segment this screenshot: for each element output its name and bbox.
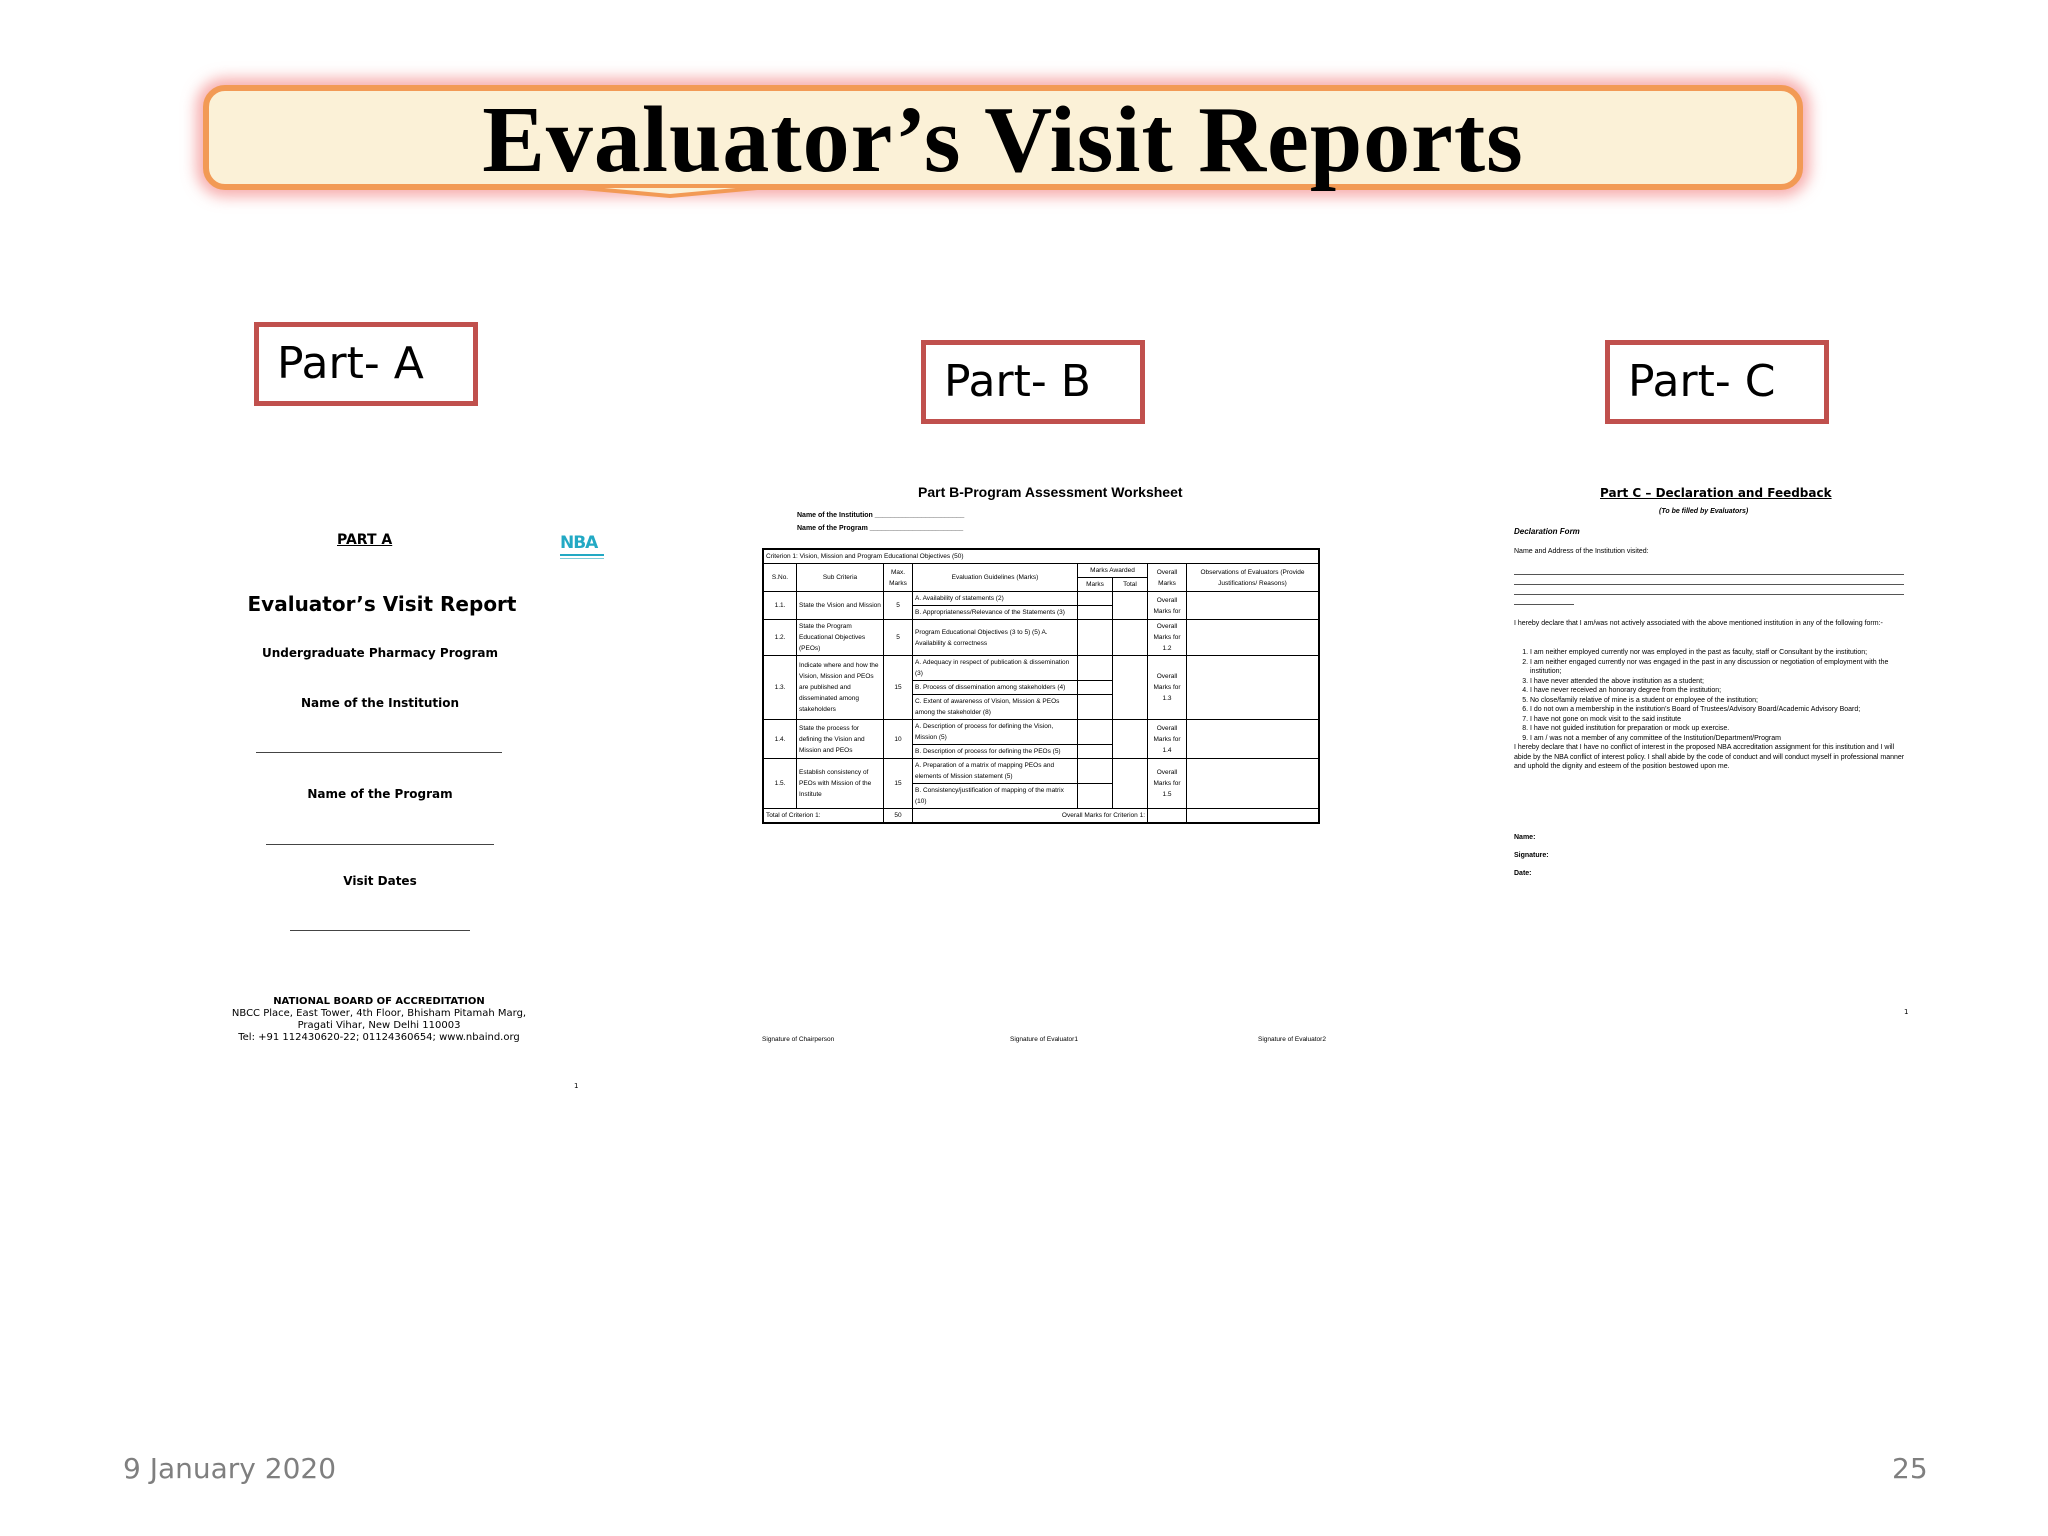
signature-evaluator1: Signature of Evaluator1: [1010, 1036, 1078, 1043]
row-guide: A. Availability of statements (2): [913, 592, 1078, 606]
row-max: 15: [884, 759, 913, 809]
part-a-program-label: Name of the Program: [307, 787, 453, 801]
row-max: 5: [884, 620, 913, 656]
part-b-institution-label: Name of the Institution _______________________: [797, 512, 965, 519]
part-a-footer: [214, 996, 544, 1044]
row-sub: Indicate where and how the Vision, Mission and PEOs are published and disseminated among stakeholders: [797, 656, 884, 720]
row-marks: [1078, 745, 1113, 759]
criterion-header: Criterion 1: Vision, Mission and Program Educational Objectives (50): [763, 549, 1319, 564]
table-row: [763, 620, 1319, 656]
part-c-subtitle: (To be filled by Evaluators): [1659, 508, 1749, 515]
part-c-title: Part C – Declaration and Feedback: [1600, 486, 1832, 500]
part-b-table: [762, 548, 1320, 824]
signature-evaluator2: Signature of Evaluator2: [1258, 1036, 1326, 1043]
col-total: Total: [1113, 578, 1148, 592]
row-guide: B. Process of dissemination among stakeholders (4): [913, 681, 1078, 695]
row-overall: Overall Marks for: [1148, 592, 1187, 620]
row-marks: [1078, 606, 1113, 620]
list-item: 9. I am / was not a member of any committee of the Institution/Department/Program: [1530, 734, 1906, 744]
row-total: [1113, 592, 1148, 620]
part-a-address1: NBCC Place, East Tower, 4th Floor, Bhisham Pitamah Marg,: [231, 1008, 527, 1019]
declaration-form-label: Declaration Form: [1514, 527, 1580, 536]
row-sno: 1.2.: [763, 620, 797, 656]
row-marks: [1078, 592, 1113, 606]
row-max: 5: [884, 592, 913, 620]
date-label: Date:: [1514, 870, 1532, 877]
part-c-page-number: 1: [1904, 1008, 1909, 1016]
list-item: 7. I have not gone on mock visit to the said institute: [1530, 715, 1906, 725]
list-item: 4. I have never received an honorary degree from the institution;: [1530, 686, 1906, 696]
part-b-label: Part- B: [921, 340, 1145, 424]
declaration-intro: I hereby declare that I am/was not actively associated with the above mentioned institution in any of the following form:-: [1514, 620, 1883, 627]
conflict-declaration: I hereby declare that I have no conflict of interest in the proposed NBA accreditation assignment for this institution and I will abide by the NBA conflict of interest policy. I shall abide by the code of conduct and will conduct myself in professional manner and uphold the dignity and esteem of the position bestowed upon me.: [1514, 744, 1905, 770]
row-sub: State the process for defining the Vision and Mission and PEOs: [797, 720, 884, 759]
footer-date: 9 January 2020: [123, 1452, 337, 1485]
row-sub: State the Program Educational Objectives (PEOs): [797, 620, 884, 656]
table-row: [763, 656, 1319, 681]
col-marks: Marks: [1078, 578, 1113, 592]
nba-logo-text: NBA: [560, 533, 598, 553]
part-a-program-type: Undergraduate Pharmacy Program: [262, 646, 498, 660]
signature-label: Signature:: [1514, 852, 1549, 859]
row-marks: [1078, 784, 1113, 809]
row-max: 10: [884, 720, 913, 759]
row-marks: [1078, 759, 1113, 784]
row-guide: A. Preparation of a matrix of mapping PEOs and elements of Mission statement (5): [913, 759, 1078, 784]
list-item: 1. I am neither employed currently nor was employed in the past as faculty, staff or Consultant by the institution;: [1530, 648, 1906, 658]
row-overall: Overall Marks for 1.2: [1148, 620, 1187, 656]
row-marks: [1078, 620, 1113, 656]
col-marks-awarded: Marks Awarded: [1078, 564, 1148, 578]
address-line-1: [1514, 574, 1904, 575]
row-observations: [1187, 656, 1320, 720]
row-marks: [1078, 681, 1113, 695]
address-label: Name and Address of the Institution visited:: [1514, 548, 1649, 555]
col-observations: Observations of Evaluators (Provide Justifications/ Reasons): [1187, 564, 1320, 592]
row-observations: [1187, 759, 1320, 809]
total-overall-value: [1148, 809, 1187, 824]
row-marks: [1078, 695, 1113, 720]
total-observations: [1187, 809, 1320, 824]
row-total: [1113, 656, 1148, 720]
nba-logo: [560, 534, 606, 562]
slide-title: Evaluator’s Visit Reports: [482, 88, 1524, 192]
row-observations: [1187, 620, 1320, 656]
address-line-3: [1514, 594, 1904, 595]
slide-number: 25: [1892, 1452, 1928, 1485]
col-sub-criteria: Sub Criteria: [797, 564, 884, 592]
row-guide: Program Educational Objectives (3 to 5) (5) A. Availability & correctness: [913, 620, 1078, 656]
part-a-page-number: 1: [574, 1082, 579, 1090]
list-item: 8. I have not guided institution for preparation or mock up exercise.: [1530, 724, 1906, 734]
table-row: [763, 720, 1319, 745]
part-a-report-title: Evaluator’s Visit Report: [247, 592, 517, 616]
row-total: [1113, 620, 1148, 656]
row-sno: 1.3.: [763, 656, 797, 720]
table-row: [763, 592, 1319, 606]
row-sno: 1.5.: [763, 759, 797, 809]
row-max: 15: [884, 656, 913, 720]
col-guidelines: Evaluation Guidelines (Marks): [913, 564, 1078, 592]
part-b-title: Part B-Program Assessment Worksheet: [918, 484, 1183, 500]
part-c-label: Part- C: [1605, 340, 1829, 424]
row-overall: Overall Marks for 1.3: [1148, 656, 1187, 720]
row-sub: Establish consistency of PEOs with Mission of the Institute: [797, 759, 884, 809]
col-overall: Overall Marks: [1148, 564, 1187, 592]
row-sno: 1.1.: [763, 592, 797, 620]
row-total: [1113, 720, 1148, 759]
total-overall-label: Overall Marks for Criterion 1:: [913, 809, 1148, 824]
list-item: 3. I have never attended the above institution as a student;: [1530, 677, 1906, 687]
table-total-row: [763, 809, 1319, 824]
row-guide: B. Appropriateness/Relevance of the Statements (3): [913, 606, 1078, 620]
row-total: [1113, 759, 1148, 809]
row-guide: B. Description of process for defining the PEOs (5): [913, 745, 1078, 759]
row-marks: [1078, 720, 1113, 745]
row-guide: B. Consistency/justification of mapping of the matrix (10): [913, 784, 1078, 809]
row-guide: A. Adequacy in respect of publication & dissemination (3): [913, 656, 1078, 681]
part-a-heading: PART A: [337, 532, 393, 548]
list-item: 6. I do not own a membership in the institution’s Board of Trustees/Advisory Board/Academic Advisory Board;: [1530, 705, 1906, 715]
row-overall: Overall Marks for 1.4: [1148, 720, 1187, 759]
declaration-list: [1514, 648, 1906, 772]
part-a-address2: Pragati Vihar, New Delhi 110003: [297, 1020, 461, 1031]
col-max-marks: Max. Marks: [884, 564, 913, 592]
row-marks: [1078, 656, 1113, 681]
row-guide: C. Extent of awareness of Vision, Mission & PEOs among the stakeholder (8): [913, 695, 1078, 720]
address-line-4: [1514, 604, 1574, 605]
total-label: Total of Criterion 1:: [763, 809, 884, 824]
part-a-institution-line: [256, 752, 502, 753]
name-label: Name:: [1514, 834, 1536, 841]
row-observations: [1187, 720, 1320, 759]
row-overall: Overall Marks for 1.5: [1148, 759, 1187, 809]
row-sno: 1.4.: [763, 720, 797, 759]
row-guide: A. Description of process for defining the Vision, Mission (5): [913, 720, 1078, 745]
part-a-program-line: [266, 844, 494, 845]
row-observations: [1187, 592, 1320, 620]
table-row: [763, 759, 1319, 784]
part-a-dates-label: Visit Dates: [343, 874, 417, 888]
signature-chairperson: Signature of Chairperson: [762, 1036, 835, 1043]
total-max: 50: [884, 809, 913, 824]
part-a-org-name: NATIONAL BOARD OF ACCREDITATION: [273, 996, 485, 1007]
list-item: 2. I am neither engaged currently nor was engaged in the past in any discussion or negotiation of employment with the institution;: [1530, 658, 1906, 677]
part-a-dates-line: [290, 930, 470, 931]
part-a-label: Part- A: [254, 322, 478, 406]
part-a-contact: Tel: +91 112430620-22; 01124360654; www.nbaind.org: [238, 1032, 520, 1043]
row-sub: State the Vision and Mission: [797, 592, 884, 620]
part-b-program-label: Name of the Program ________________________: [797, 525, 964, 532]
col-sno: S.No.: [763, 564, 797, 592]
list-item: 5. No close/family relative of mine is a student or employee of the institution;: [1530, 696, 1906, 706]
address-line-2: [1514, 584, 1904, 585]
part-a-institution-label: Name of the Institution: [300, 696, 460, 710]
